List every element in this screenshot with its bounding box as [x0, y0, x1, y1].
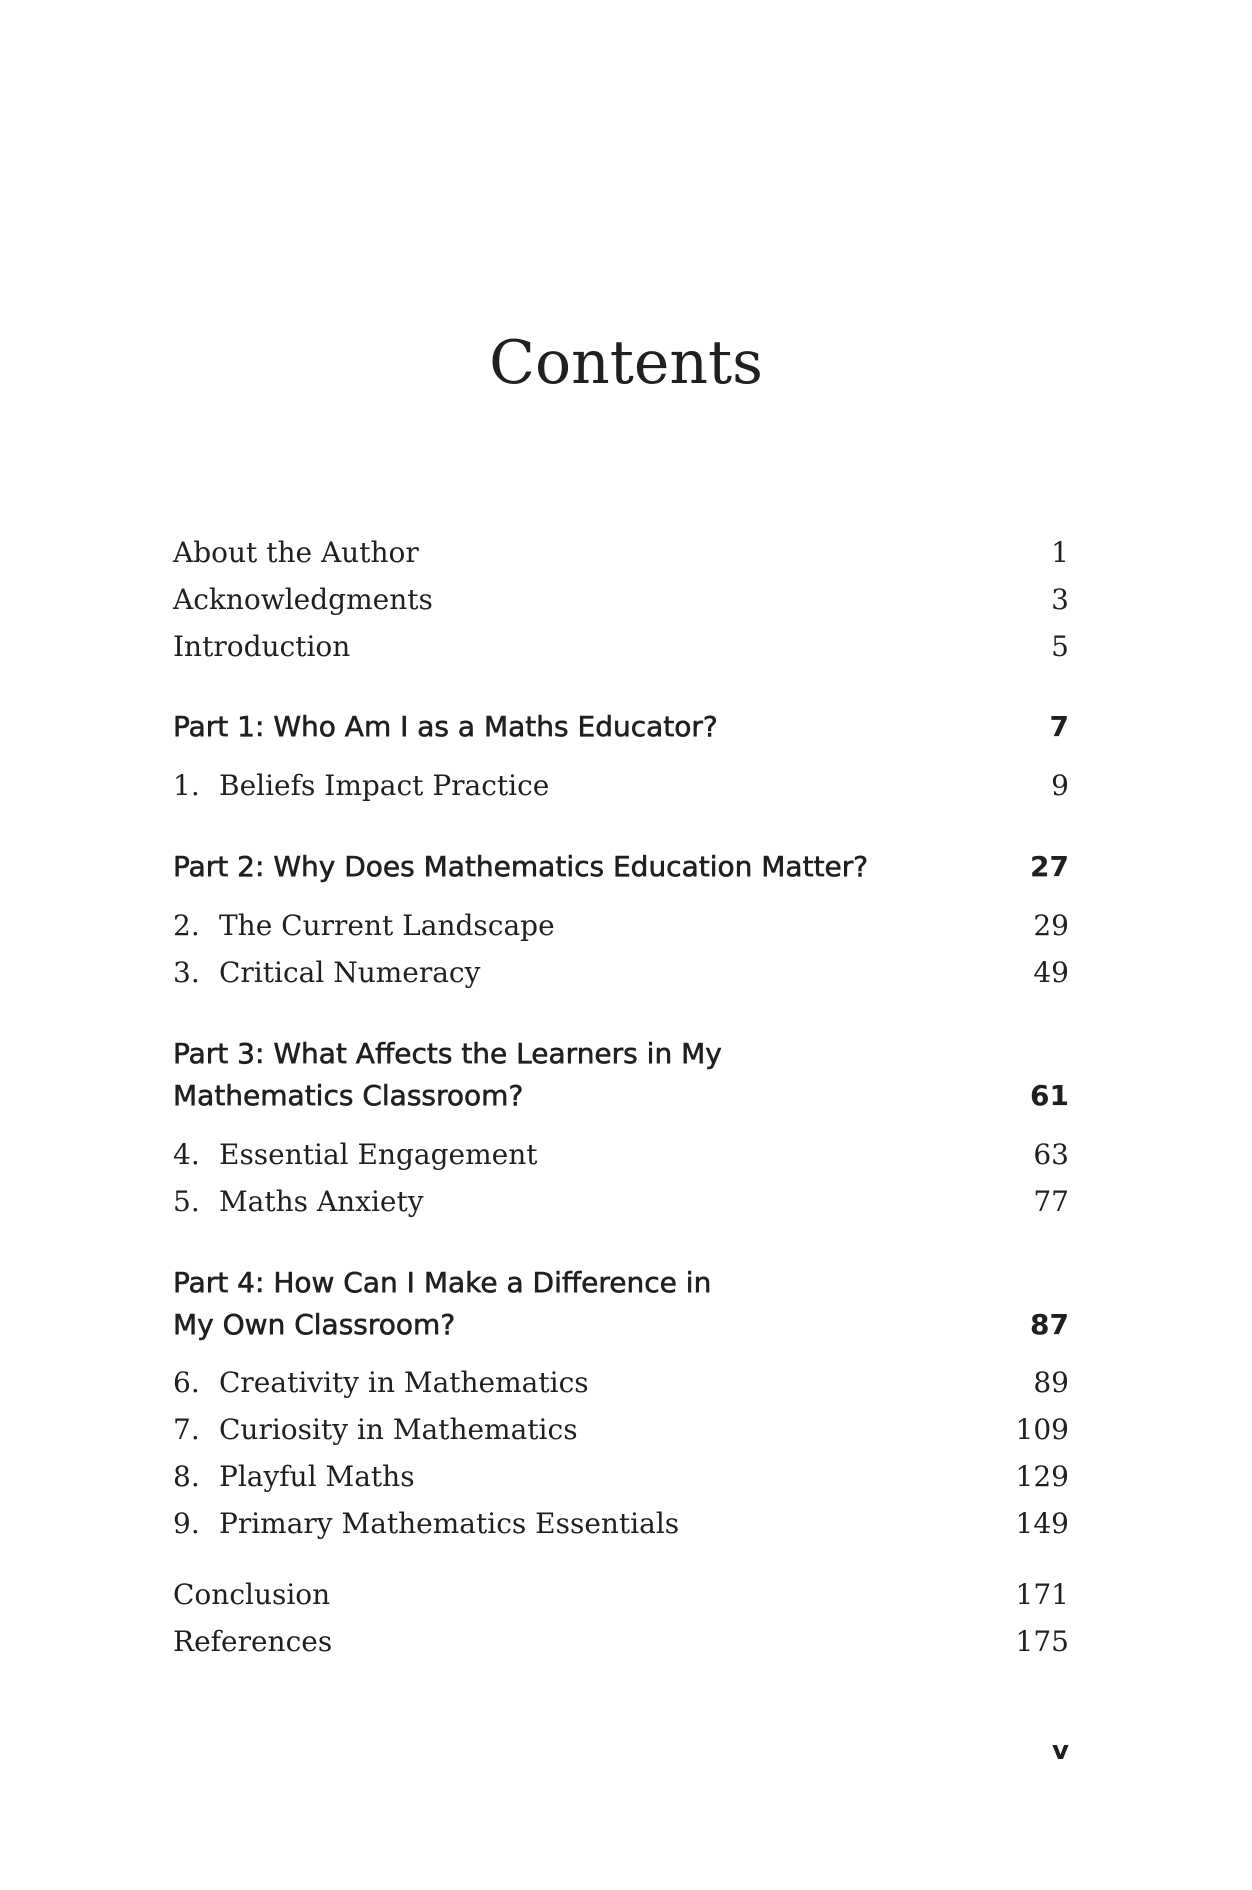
toc-chapter-7[interactable]	[173, 1410, 1069, 1450]
toc-entry-label: Acknowledgments	[173, 583, 433, 616]
toc-entry-conclusion[interactable]	[173, 1575, 1069, 1615]
chapter-number: 9.	[173, 1507, 200, 1540]
part-heading-line: Part 4: How Can I Make a Difference in	[173, 1266, 712, 1299]
toc-part-2[interactable]	[173, 846, 1069, 888]
toc-entry-label: Introduction	[173, 630, 351, 663]
toc-entry-page: 1	[1051, 536, 1069, 569]
chapter-title: Creativity in Mathematics	[219, 1366, 589, 1399]
toc-entry-label: References	[173, 1625, 333, 1658]
chapter-page: 9	[1051, 769, 1069, 802]
part-page: 61	[1030, 1079, 1069, 1112]
chapter-title: Essential Engagement	[219, 1138, 538, 1171]
toc-part-1[interactable]	[173, 706, 1069, 748]
chapter-number: 2.	[173, 909, 200, 942]
chapter-number: 7.	[173, 1413, 200, 1446]
chapter-title: Curiosity in Mathematics	[219, 1413, 578, 1446]
toc-entry-page: 171	[1015, 1578, 1069, 1611]
chapter-title: The Current Landscape	[219, 909, 555, 942]
part-page: 27	[1030, 850, 1069, 883]
chapter-page: 29	[1033, 909, 1069, 942]
chapter-page: 149	[1015, 1507, 1069, 1540]
toc-chapter-2[interactable]	[173, 906, 1069, 946]
chapter-title: Primary Mathematics Essentials	[219, 1507, 680, 1540]
page-title: Contents	[489, 328, 763, 398]
chapter-page: 129	[1015, 1460, 1069, 1493]
chapter-page: 63	[1033, 1138, 1069, 1171]
chapter-page: 89	[1033, 1366, 1069, 1399]
chapter-title: Critical Numeracy	[219, 956, 481, 989]
part-heading-line: My Own Classroom?	[173, 1308, 456, 1341]
part-page: 87	[1030, 1308, 1069, 1341]
part-heading-line: Part 3: What Affects the Learners in My	[173, 1037, 722, 1070]
chapter-title: Beliefs Impact Practice	[219, 769, 550, 802]
toc-entry-label: Conclusion	[173, 1578, 331, 1611]
toc-chapter-1[interactable]	[173, 766, 1069, 806]
toc-entry-references[interactable]	[173, 1622, 1069, 1662]
chapter-number: 4.	[173, 1138, 200, 1171]
toc-entry-page: 3	[1051, 583, 1069, 616]
toc-entry-page: 175	[1015, 1625, 1069, 1658]
toc-entry-acknowledgments[interactable]	[173, 580, 1069, 620]
toc-chapter-4[interactable]	[173, 1135, 1069, 1175]
part-heading-line: Part 2: Why Does Mathematics Education Matter?	[173, 850, 869, 883]
part-heading-line: Part 1: Who Am I as a Maths Educator?	[173, 710, 718, 743]
chapter-page: 109	[1015, 1413, 1069, 1446]
part-heading-line: Mathematics Classroom?	[173, 1079, 524, 1112]
chapter-page: 49	[1033, 956, 1069, 989]
toc-entry-page: 5	[1051, 630, 1069, 663]
toc-chapter-8[interactable]	[173, 1457, 1069, 1497]
chapter-title: Playful Maths	[219, 1460, 415, 1493]
page-number: v	[1052, 1736, 1069, 1766]
chapter-title: Maths Anxiety	[219, 1185, 424, 1218]
toc-chapter-5[interactable]	[173, 1182, 1069, 1222]
chapter-number: 1.	[173, 769, 200, 802]
toc-chapter-6[interactable]	[173, 1363, 1069, 1403]
toc-part-4[interactable]	[173, 1262, 1069, 1346]
chapter-page: 77	[1033, 1185, 1069, 1218]
toc-entry-introduction[interactable]	[173, 627, 1069, 667]
toc-part-3[interactable]	[173, 1033, 1069, 1117]
toc-chapter-9[interactable]	[173, 1504, 1069, 1544]
chapter-number: 8.	[173, 1460, 200, 1493]
chapter-number: 5.	[173, 1185, 200, 1218]
chapter-number: 6.	[173, 1366, 200, 1399]
chapter-number: 3.	[173, 956, 200, 989]
part-page: 7	[1049, 710, 1069, 743]
toc-chapter-3[interactable]	[173, 953, 1069, 993]
toc-entry-about-the-author[interactable]	[173, 533, 1069, 573]
toc-entry-label: About the Author	[173, 536, 419, 569]
